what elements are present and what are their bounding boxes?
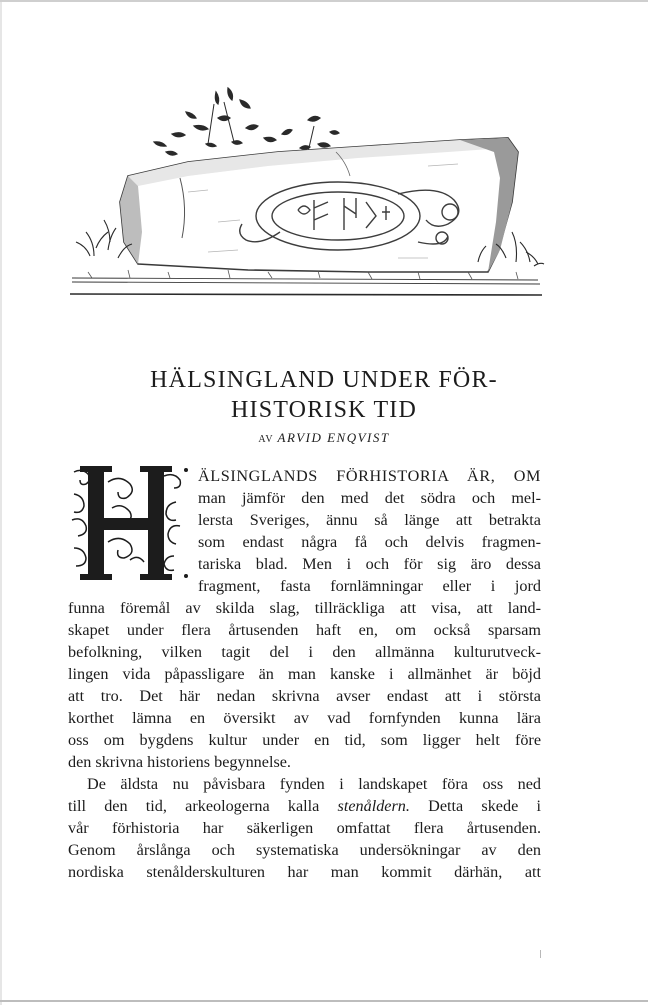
page-edge bbox=[0, 0, 2, 1005]
article-title-line-1: HÄLSINGLAND UNDER FÖR- bbox=[150, 367, 498, 393]
initial-letter-glyph: H bbox=[131, 523, 133, 525]
foliage-sprigs bbox=[154, 88, 339, 155]
byline bbox=[60, 430, 588, 448]
body-line: man jämför den med det södra och mel- bbox=[198, 489, 541, 507]
body-line: att tro. Det här nedan skrivna avser endast att i största bbox=[68, 687, 541, 705]
body-line: lingen vida påpassligare än man kanske i allmänhet är böjd bbox=[68, 665, 541, 683]
body-line: Genom årslånga och systematiska undersökningar av den bbox=[68, 841, 541, 859]
runestone-illustration bbox=[68, 82, 546, 304]
body-line: fragment, fasta fornlämningar eller i jord bbox=[198, 577, 541, 595]
byline-prefix: AV bbox=[258, 434, 274, 445]
body-line: till den tid, arkeologerna kalla stenåldern. Detta skede i bbox=[68, 797, 541, 815]
body-line: skapet under flera årtusenden haft en, om också sparsam bbox=[68, 621, 541, 639]
author-name: ARVID ENQVIST bbox=[277, 430, 390, 445]
body-line: funna föremål av skilda slag, tillräckliga att visa, att land- bbox=[68, 599, 541, 617]
body-line: lersta Sveriges, ännu så länge att betrakta bbox=[198, 511, 541, 529]
body-line: De äldsta nu påvisbara fynden i landskapet föra oss ned bbox=[87, 775, 541, 793]
body-line: korthet lämna en översikt av vad fornfynden kunna lära bbox=[68, 709, 541, 727]
initial-letter-h bbox=[80, 466, 172, 580]
emphasis-term: stenåldern. bbox=[337, 797, 410, 815]
body-line: oss om bygdens kultur under en tid, som ligger helt före bbox=[68, 731, 541, 749]
article-title-line-2: HISTORISK TID bbox=[230, 397, 418, 423]
body-line: nordiska stenålderskulturen har man kommit därhän, att bbox=[68, 863, 541, 881]
page-bottom-edge bbox=[0, 1000, 648, 1002]
body-line: den skrivna historiens begynnelse. bbox=[68, 753, 291, 771]
illustration-baseline bbox=[70, 294, 542, 295]
body-line: vår förhistoria har säkerligen omfattat flera årtusenden. bbox=[68, 819, 541, 837]
body-line: tariska blad. Men i och för sig äro dessa bbox=[198, 555, 541, 573]
body-line: befolkning, vilken tagit del i den allmänna kulturutveck- bbox=[68, 643, 541, 661]
decorated-initial-letter bbox=[68, 464, 194, 582]
body-line: ÄLSINGLANDS FÖRHISTORIA ÄR, OM bbox=[198, 467, 541, 485]
page-top-edge bbox=[0, 0, 648, 2]
body-line: som endast några få och delvis fragmen- bbox=[198, 533, 541, 551]
margin-mark bbox=[540, 950, 541, 958]
